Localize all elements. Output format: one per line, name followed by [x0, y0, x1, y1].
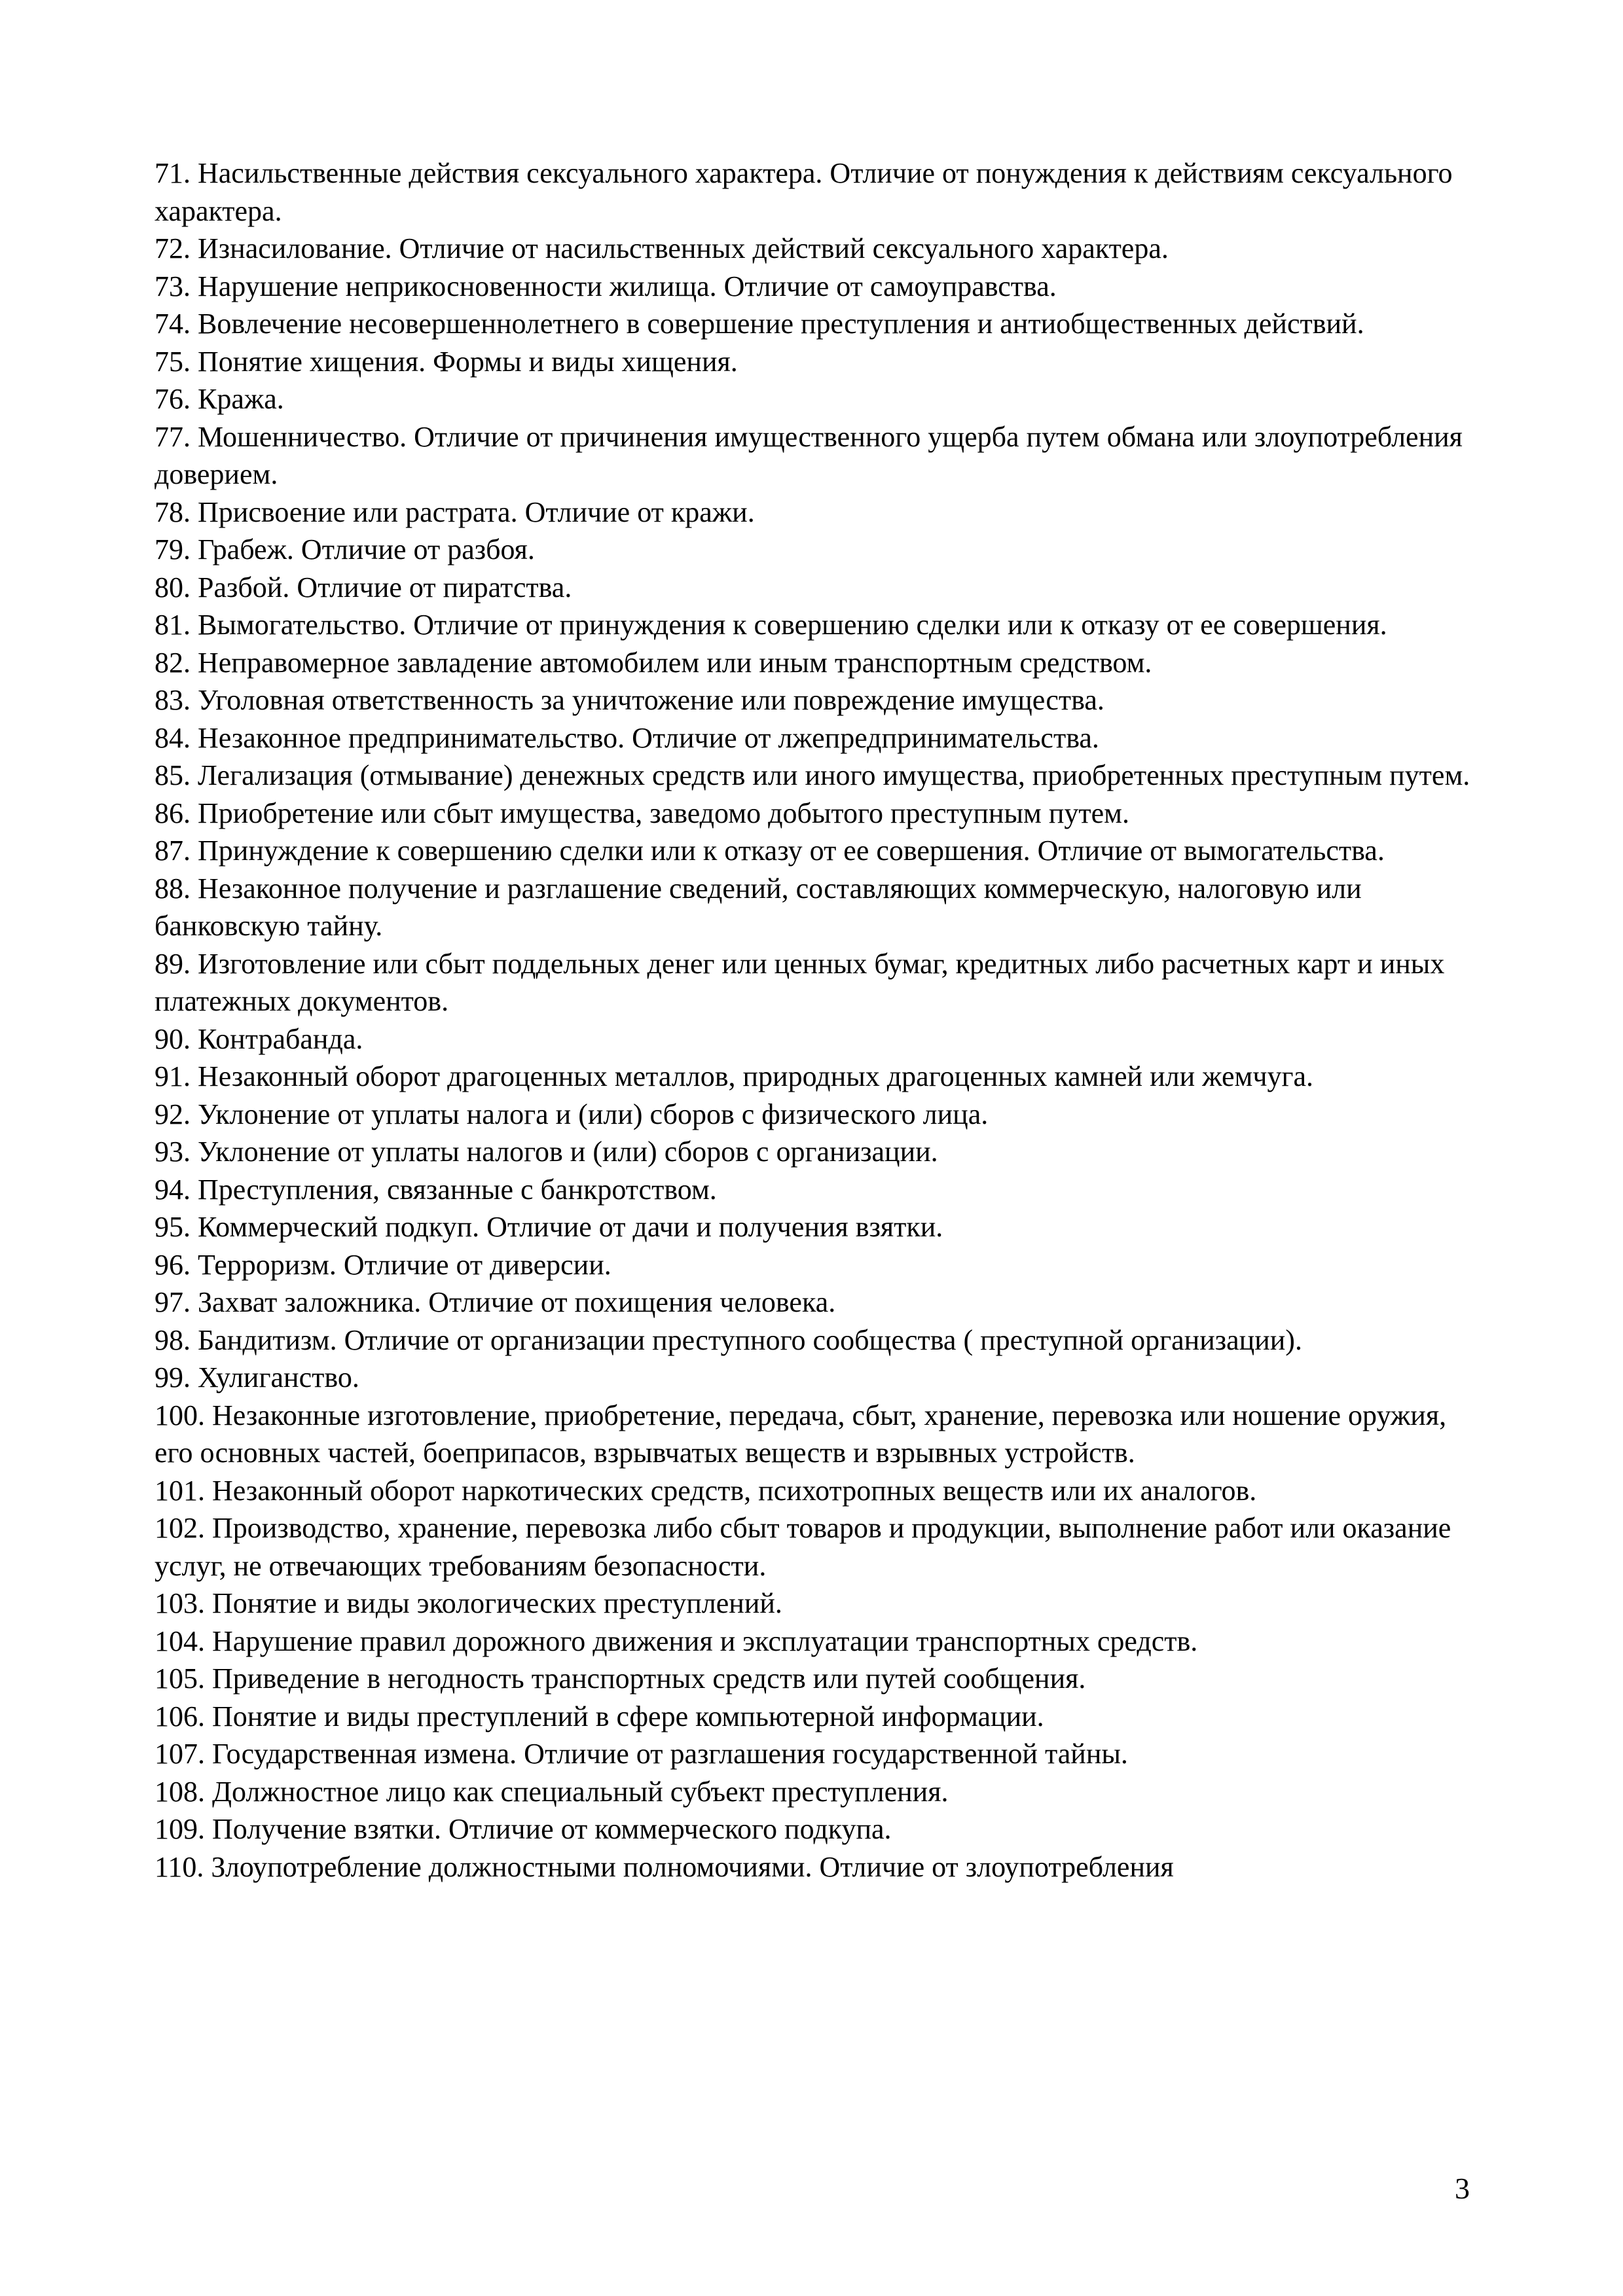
list-item: 74. Вовлечение несовершеннолетнего в совершение преступления и антиобщественных действий.: [155, 308, 1364, 340]
list-item: 95. Коммерческий подкуп. Отличие от дачи и получения взятки.: [155, 1211, 943, 1243]
list-item: 90. Контрабанда.: [155, 1022, 363, 1055]
list-item: 78. Присвоение или растрата. Отличие от кражи.: [155, 495, 755, 528]
list-item: 71. Насильственные действия сексуального характера. Отличие от понуждения к действиям сексуального характера.: [155, 157, 1453, 227]
list-item: 98. Бандитизм. Отличие от организации преступного сообщества ( преступной организации).: [155, 1323, 1302, 1356]
list-item: 88. Незаконное получение и разглашение сведений, составляющих коммерческую, налоговую или банковскую тайну.: [155, 872, 1362, 942]
list-item: 80. Разбой. Отличие от пиратства.: [155, 571, 572, 603]
list-item: 107. Государственная измена. Отличие от разглашения государственной тайны.: [155, 1738, 1128, 1770]
list-item: 104. Нарушение правил дорожного движения и эксплуатации транспортных средств.: [155, 1624, 1198, 1657]
list-item: 91. Незаконный оборот драгоценных металлов, природных драгоценных камней или жемчуга.: [155, 1060, 1314, 1092]
list-item: 89. Изготовление или сбыт поддельных денег или ценных бумаг, кредитных либо расчетных карт и иных платежных документов.: [155, 947, 1445, 1017]
list-item: 77. Мошенничество. Отличие от причинения имущественного ущерба путем обмана или злоупотребления доверием.: [155, 420, 1463, 490]
list-item: 110. Злоупотребление должностными полномочиями. Отличие от злоупотребления: [155, 1850, 1174, 1883]
list-item: 94. Преступления, связанные с банкротством.: [155, 1173, 717, 1206]
list-item: 75. Понятие хищения. Формы и виды хищения.: [155, 345, 738, 378]
list-item: 72. Изнасилование. Отличие от насильственных действий сексуального характера.: [155, 232, 1169, 264]
list-item: 97. Захват заложника. Отличие от похищения человека.: [155, 1286, 836, 1318]
list-item: 105. Приведение в негодность транспортных средств или путей сообщения.: [155, 1662, 1086, 1695]
list-item: 103. Понятие и виды экологических преступлений.: [155, 1587, 782, 1619]
list-item: 106. Понятие и виды преступлений в сфере компьютерной информации.: [155, 1700, 1044, 1732]
list-item: 76. Кража.: [155, 383, 284, 415]
list-item: 73. Нарушение неприкосновенности жилища. Отличие от самоуправства.: [155, 270, 1057, 302]
list-item: 92. Уклонение от уплаты налога и (или) сборов с физического лица.: [155, 1098, 989, 1130]
exam-question-list: [155, 154, 1477, 1886]
list-item: 82. Неправомерное завладение автомобилем или иным транспортным средством.: [155, 646, 1152, 679]
list-item: 93. Уклонение от уплаты налогов и (или) сборов с организации.: [155, 1136, 938, 1168]
list-item: 85. Легализация (отмывание) денежных средств или иного имущества, приобретенных преступным путем.: [155, 759, 1470, 791]
list-item: 109. Получение взятки. Отличие от коммерческого подкупа.: [155, 1813, 892, 1845]
list-item: 100. Незаконные изготовление, приобретение, передача, сбыт, хранение, перевозка или ношение оружия, его основных частей, боеприпасов, взрывчатых веществ и взрывных устройств.: [155, 1399, 1447, 1469]
list-item: 79. Грабеж. Отличие от разбоя.: [155, 533, 535, 565]
list-item: 86. Приобретение или сбыт имущества, заведомо добытого преступным путем.: [155, 797, 1129, 829]
list-item: 81. Вымогательство. Отличие от принуждения к совершению сделки или к отказу от ее совершения.: [155, 609, 1387, 641]
list-item: 101. Незаконный оборот наркотических средств, психотропных веществ или их аналогов.: [155, 1474, 1257, 1507]
list-item: 84. Незаконное предпринимательство. Отличие от лжепредпринимательства.: [155, 721, 1099, 754]
list-item: 83. Уголовная ответственность за уничтожение или повреждение имущества.: [155, 684, 1104, 716]
page-number: 3: [1455, 2172, 1470, 2205]
list-item: 99. Хулиганство.: [155, 1361, 359, 1393]
list-item: 96. Терроризм. Отличие от диверсии.: [155, 1248, 611, 1281]
list-item: 102. Производство, хранение, перевозка либо сбыт товаров и продукции, выполнение работ или оказание услуг, не отвечающих требованиям безопасности.: [155, 1512, 1451, 1582]
list-item: 87. Принуждение к совершению сделки или к отказу от ее совершения. Отличие от вымогательства.: [155, 834, 1385, 867]
list-item: 108. Должностное лицо как специальный субъект преступления.: [155, 1775, 949, 1808]
